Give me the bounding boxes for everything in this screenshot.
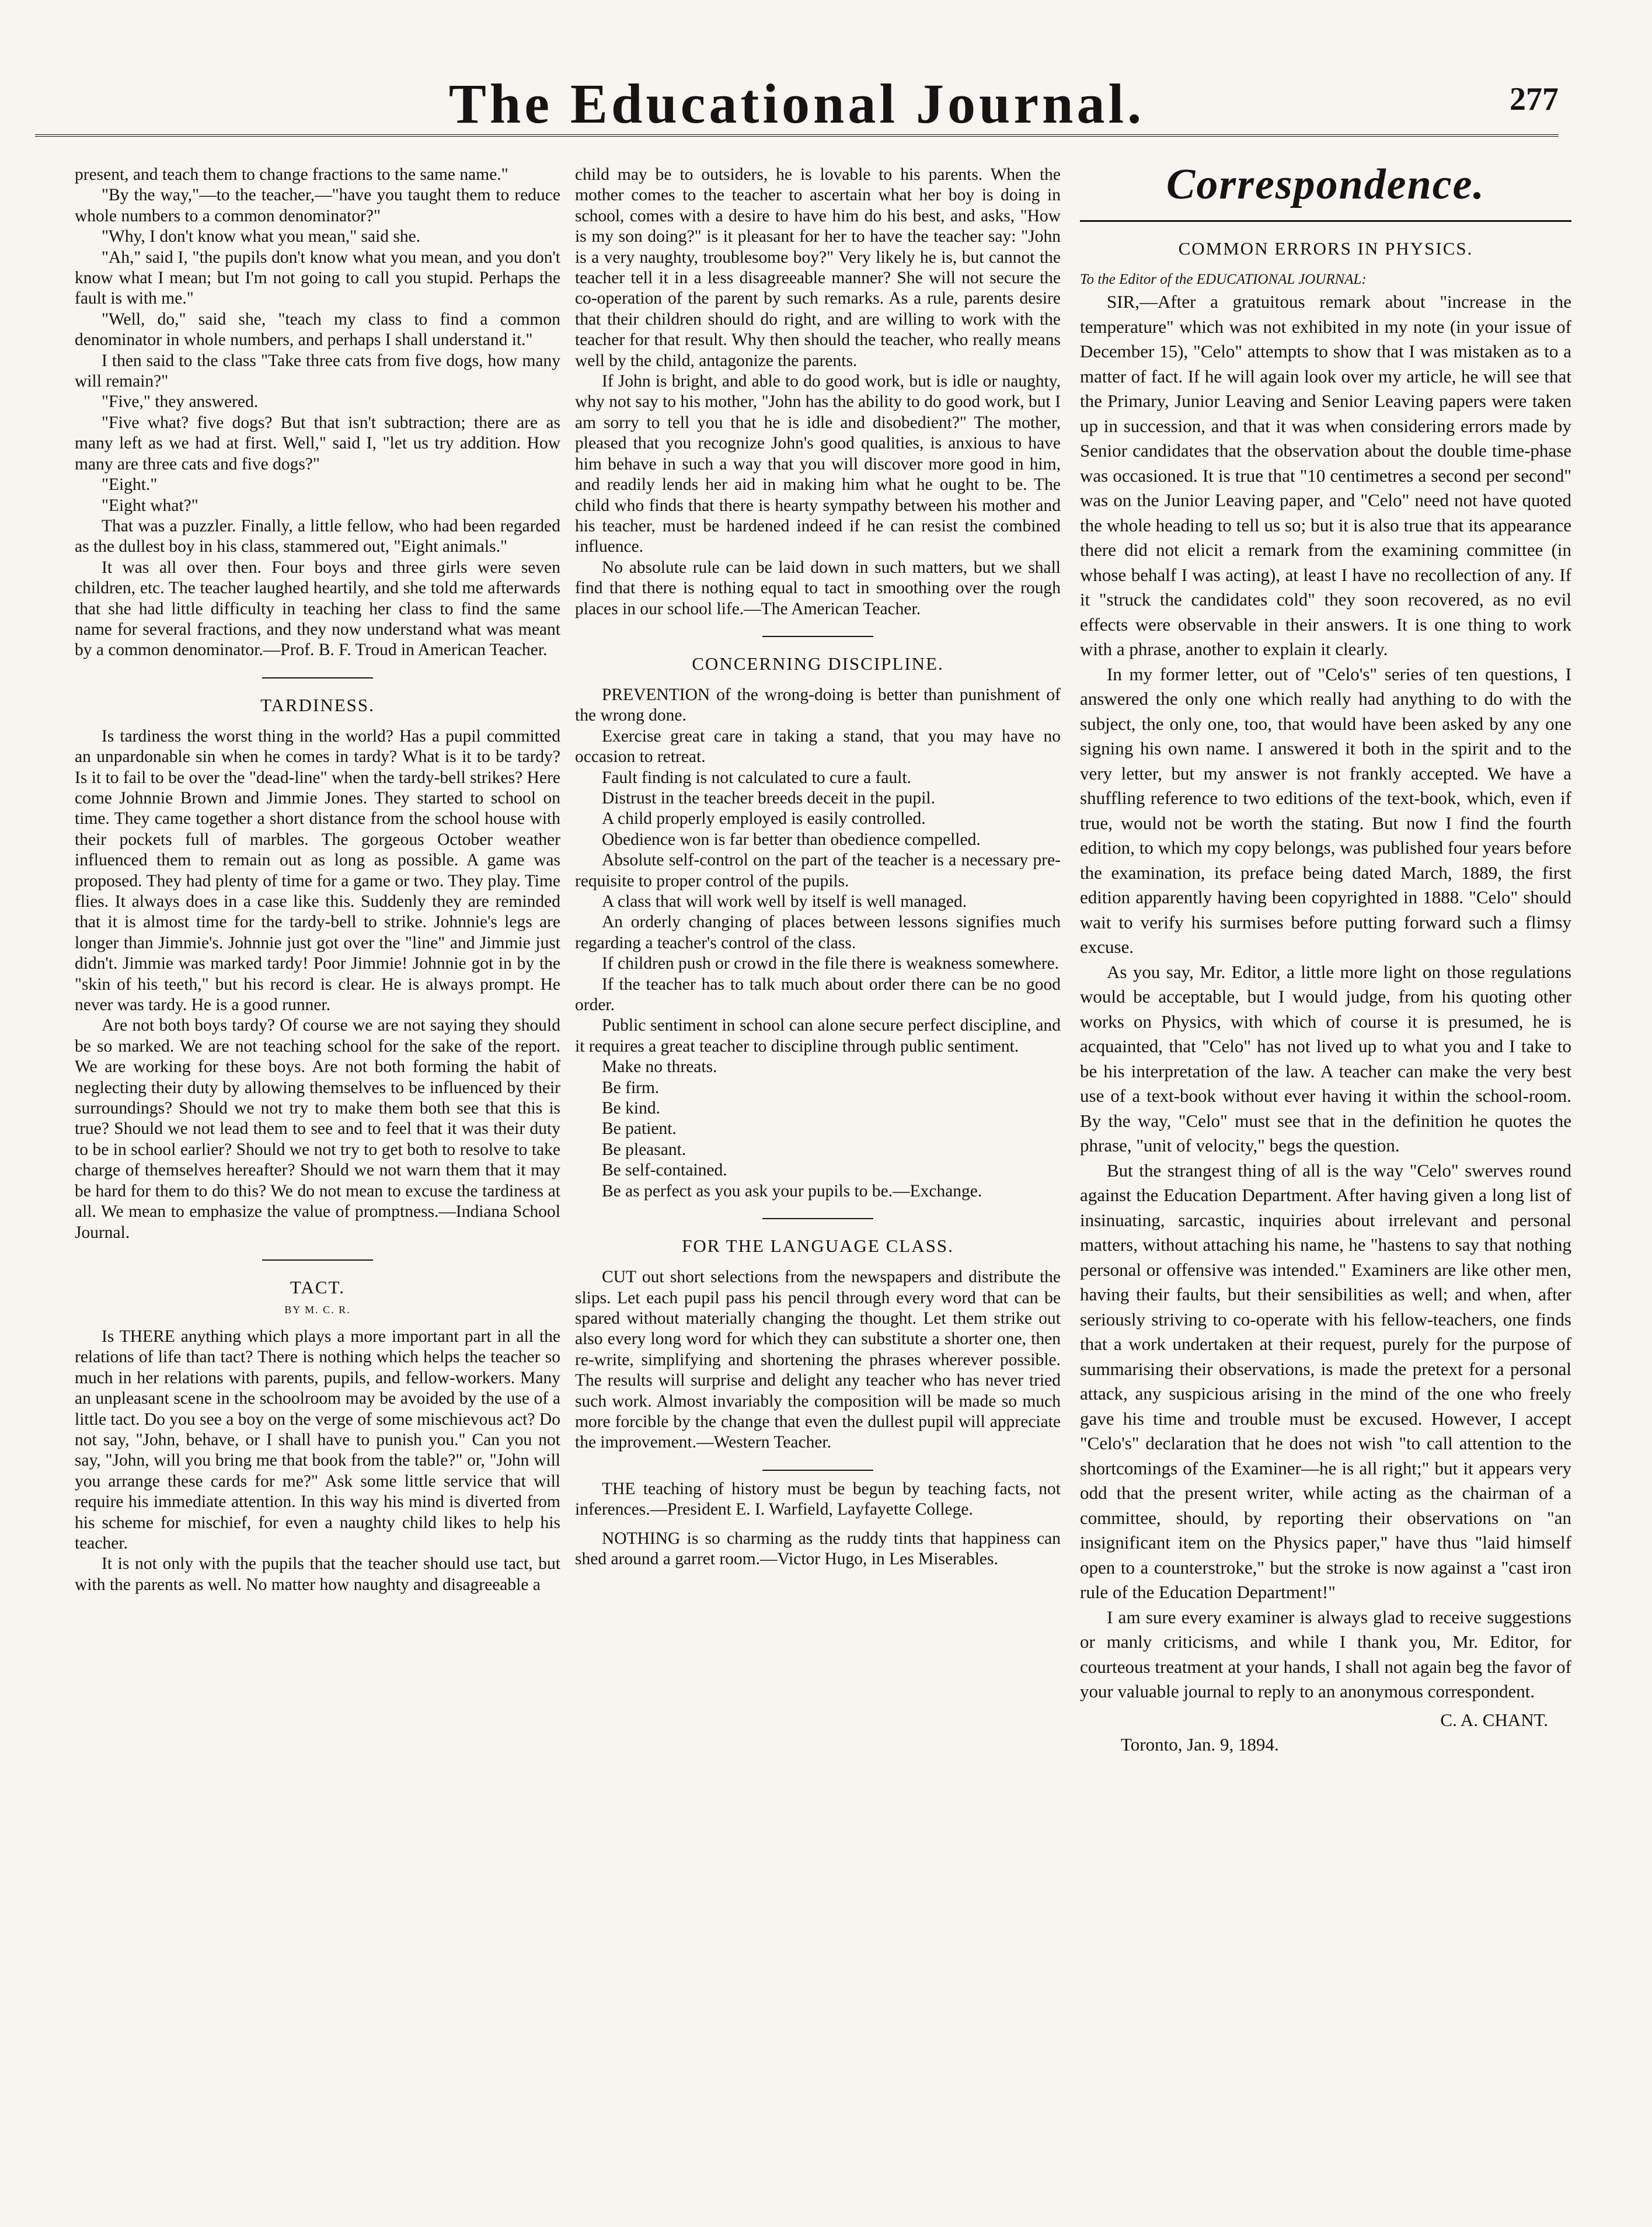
paragraph: Distrust in the teacher breeds deceit in the pupil. [602, 788, 935, 808]
signature: C. A. CHANT. [1440, 1709, 1548, 1730]
column-right [1080, 165, 1571, 2214]
paragraph: If children push or crowd in the file there is weakness somewhere. [602, 954, 1059, 973]
paragraph: "Eight." [102, 475, 158, 495]
paragraph: "Ah," said I, "the pupils don't know what you mean, and you don't know what I mean; but I'm not going to call you stupid. Perhaps the fault is with me." [75, 248, 560, 308]
paragraph: PREVENTION of the wrong-doing is better than punishment of the wrong done. [575, 685, 1061, 725]
paragraph: It was all over then. Four boys and three girls were seven children, etc. The teacher laughed heartily, and she told me afterwards that she had little difficulty in teaching her class to find the same name for several fractions, and they now understand what was meant by a common denominator.—Prof. B. F. Troud in American Teacher. [75, 558, 560, 660]
paragraph: I am sure every examiner is always glad to receive suggestions or manly criticisms, and while I thank you, Mr. Editor, for courteous treatment at your hands, I shall not again beg the favor of your valuable journal to reply to an anonymous correspondent. [1080, 1606, 1571, 1701]
paragraph: THE teaching of history must be begun by teaching facts, not inferences.—President E. I. Warfield, Layfayette College. [575, 1479, 1061, 1519]
paragraph: Is THERE anything which plays a more important part in all the relations of life than tact? There is nothing which helps the teacher so much in her relations with parents, pupils, and fellow-workers. Many an unpleasant scene in the schoolroom may be avoided by the use of a little tact. Do you see a boy on the verge of some mischievous act? Do not say, "John, behave, or I shall have to punish you." Can you not say, "John, will you bring me that book from the table?" or, "John will you arrange these cards for me?" Ask some little service that will require his immediate attention. In this way his mind is diverted from his scheme for mischief, for even a naughty child likes to help his teacher. [75, 1327, 560, 1553]
masthead [35, 70, 1559, 137]
article-heading-tact: TACT. [290, 1276, 345, 1297]
paragraph: A child properly employed is easily controlled. [602, 809, 926, 829]
maxim: Be self-contained. [602, 1161, 727, 1180]
salutation: To the Editor of the EDUCATIONAL JOURNAL: [1080, 272, 1367, 287]
maxim: Be patient. [602, 1119, 677, 1139]
maxim: Make no threats. [602, 1057, 717, 1077]
column-middle [575, 165, 1061, 2214]
paragraph: "Five what? five dogs? But that isn't subtraction; there are as many left as we had at first. Well," said I, "let us try addition. How many are three cats and five dogs?" [75, 413, 560, 474]
column-left [75, 165, 560, 2214]
paragraph: Public sentiment in school can alone secure perfect discipline, and it requires a great teacher to discipline through public sentiment. [575, 1016, 1061, 1056]
section-divider [262, 677, 373, 678]
paragraph: Is tardiness the worst thing in the world? Has a pupil committed an unpardonable sin when he comes in tardy? What is it to be tardy? Is it to fail to be over the "dead-line" when the tardy-bell strikes? Here come Johnnie Brown and Jimmie Jones. They started to school on time. They came together a short distance from the school house with their pockets full of marbles. The gorgeous October weather influenced them to remain out as long as possible. A game was proposed. They had plenty of time for a game or two. They play. Time flies. It always does in a case like this. Suddenly they are reminded that it is almost time for the tardy-bell to strike. Johnnie's legs are longer than Jimmie's. Johnnie just got over the "line" and Jimmie just didn't. Jimmie was marked tardy! Poor Jimmie! Johnnie got in by the "skin of his teeth," but his record is clear. He is always prompt. He never was tardy. He is a good runner. [75, 726, 560, 1015]
page-number: 277 [1510, 81, 1559, 117]
article-heading-discipline: CONCERNING DISCIPLINE. [692, 653, 944, 674]
paragraph: Be as perfect as you ask your pupils to be.—Exchange. [602, 1181, 982, 1201]
paragraph: "Well, do," said she, "teach my class to find a common denominator in whole numbers, and perhaps I shall understand it." [75, 309, 560, 350]
paragraph: That was a puzzler. Finally, a little fellow, who had been regarded as the dullest boy in his class, stammered out, "Eight animals." [75, 516, 560, 556]
article-byline: BY M. C. R. [284, 1303, 351, 1316]
paragraph: If John is bright, and able to do good work, but is idle or naughty, why not say to his mother, "John has the ability to do good work, but I am sorry to tell you that he is idle and disobedient?" The mother, pleased that you recognize John's good qualities, is anxious to have him behave in such a way that you will discover more good in him, and readily lends her aid in making him what he ought to be. The child who finds that there is hearty sympathy between his mother and his teacher, must be hardened indeed if he can resist the combined influence. [575, 372, 1061, 556]
paragraph: CUT out short selections from the newspapers and distribute the slips. Let each pupil pass his pencil through every word that can be spared without materially changing the thought. Let them strike out also every long word for which they can substitute a shorter one, then re-write, simplifying and shortening the phrases wherever possible. The results will surprise and delight any teacher who has never tried such work. Almost invariably the composition will be made so much more forcible by the change that even the dullest pupil will appreciate the improvement.—Western Teacher. [575, 1268, 1061, 1452]
journal-title: The Educational Journal. [448, 72, 1145, 135]
paragraph: Fault finding is not calculated to cure a fault. [602, 768, 912, 787]
paragraph: "By the way,"—to the teacher,—"have you taught them to reduce whole numbers to a common denominator?" [75, 186, 560, 225]
section-title: Correspondence. [1166, 165, 1485, 208]
paragraph: Obedience won is far better than obedience compelled. [602, 830, 981, 849]
paragraph: I then said to the class "Take three cats from five dogs, how many will remain?" [75, 351, 560, 391]
section-divider [1080, 220, 1571, 222]
article-heading-physics: COMMON ERRORS IN PHYSICS. [1178, 238, 1473, 259]
paragraph: An orderly changing of places between lessons signifies much regarding a teacher's control of the class. [575, 913, 1061, 952]
paragraph: "Eight what?" [102, 496, 198, 515]
paragraph: As you say, Mr. Editor, a little more light on those regulations would be acceptable, but I would judge, from his quoting other works on Physics, with which of course it is presumed, he is acquainted, that "Celo" has not lived up to what you and I take to be his interpretation of the law. A teacher can make the very best use of a text-book without ever having it within the school-room. By the way, "Celo" must see that in the definition he quotes the phrase, "unit of velocity," begs the question. [1080, 961, 1571, 1156]
paragraph: A class that will work well by itself is well managed. [602, 892, 967, 911]
paragraph: If the teacher has to talk much about order there can be no good order. [575, 975, 1061, 1015]
paragraph: "Why, I don't know what you mean," said she. [102, 227, 421, 246]
maxim: Be firm. [602, 1078, 660, 1097]
dateline: Toronto, Jan. 9, 1894. [1121, 1734, 1279, 1755]
paragraph: "Five," they answered. [102, 392, 259, 412]
paragraph: child may be to outsiders, he is lovable to his parents. When the mother comes to the teacher to ascertain what her boy is doing in school, comes with a desire to have him do his best, and asks, "How is my son doing?" is it pleasant for her to have the teacher say: "John is a very naughty, troublesome boy?" Very likely he is, but cannot the teacher tell it in a less disagreeable manner? She will not secure the co-operation of the parent by such remarks. As a rule, parents desire that their children should do right, and are willing to work with the teacher for that result. Why then should the teacher, who really means well by the child, antagonize the parents. [575, 165, 1061, 370]
paragraph: Exercise great care in taking a stand, that you may have no occasion to retreat. [575, 726, 1061, 767]
paragraph: present, and teach them to change fractions to the same name." [75, 165, 508, 184]
paragraph: Are not both boys tardy? Of course we are not saying they should be so marked. We are not teaching school for the sake of the report. We are working for these boys. Are not both forming the habit of neglecting their duty by allowing themselves to be influenced by their surroundings? Should we not try to make them both see that this is true? Should we not lead them to see and to feel that it was their duty to be in school earlier? Should we not try to get both to resolve to take charge of themselves hereafter? Should we not warn them that it may be hard for them to do this? We do not mean to excuse the tardiness at all. We mean to emphasize the value of promptness.—Indiana School Journal. [75, 1016, 560, 1242]
paragraph: No absolute rule can be laid down in such matters, but we shall find that there is nothing equal to tact in smoothing over the rough places in our school life.—The American Teacher. [575, 558, 1061, 618]
section-divider [762, 1218, 873, 1219]
paragraph: SIR,—After a gratuitous remark about "increase in the temperature" which was not exhibited in my note (in your issue of December 15), "Celo" attempts to show that I was mistaken as to a matter of fact. If he will again look over my article, he will see that the Primary, Junior Leaving and Senior Leaving papers were taken up in succession, and that it was when considering errors made by Senior candidates that the observation about the double time-phase was occasioned. It is true that "10 centimetres a second per second" was on the Junior Leaving paper, and "Celo" need not have quoted the whole heading to tell us so; but it is also true that its appearance there did not elicit a remark from the examining committee (in whose behalf I was acting), at least I have no recollection of any. If it "struck the candidates cold" they soon recovered, as no evil effects were observable in their answers. It is one thing to work with a phrase, another to explain it clearly. [1080, 291, 1571, 659]
article-heading-tardiness: TARDINESS. [260, 694, 375, 715]
paragraph: Absolute self-control on the part of the teacher is a necessary pre-requisite to proper control of the pupils. [575, 851, 1061, 890]
paragraph: It is not only with the pupils that the teacher should use tact, but with the parents as well. No matter how naughty and disagreeable a [75, 1554, 560, 1594]
article-heading-language: FOR THE LANGUAGE CLASS. [682, 1236, 954, 1257]
paragraph: NOTHING is so charming as the ruddy tints that happiness can shed around a garret room.—Victor Hugo, in Les Miserables. [575, 1529, 1061, 1568]
paragraph: In my former letter, out of "Celo's" series of ten questions, I answered the only one which really had anything to do with the subject, the only one, too, that would have been asked by any one signing his own name. I answered it both in the spirit and to the very letter, but my answer is not frankly accepted. We have a shuffling reference to two editions of the text-book, which, even if true, would not be worth the stating. But now I find the fourth edition, to which my copy belongs, was published four years before the examination, its preface being dated March, 1889, the first edition apparently having been copyrighted in 1888. "Celo" should wait to verify his surmises before putting forward such a flimsy excuse. [1080, 663, 1571, 957]
maxim: Be pleasant. [602, 1140, 686, 1159]
maxim: Be kind. [602, 1099, 660, 1118]
paragraph: But the strangest thing of all is the way "Celo" swerves round against the Education Department. After having given a long list of insinuating, sarcastic, inquiries about irrelevant and personal matters, without attaching his name, he "hastens to say that nothing personal or offensive was intended." Examiners are like other men, having their faults, but their sensibilities as well; and when, after seriously striving to co-operate with his fellow-teachers, one finds that a work undertaken at their request, purely for the purpose of summarising their observations, is made the pretext for a personal attack, any suspicious arising in the mind of the one who freely gave his time and trouble must be excused. However, I accept "Celo's" declaration that he does not wish "to call attention to the shortcomings of the Examiner—he is all right;" but it appears very odd that the present writer, while acting as the chairman of a committee, should, by reporting their observations on "an insignificant item on the Physics paper," have thus "laid himself open to a counterstroke," but the stroke is now against a "cast iron rule of the Education Department!" [1080, 1160, 1571, 1602]
section-divider [262, 1259, 373, 1261]
section-divider [762, 636, 873, 637]
